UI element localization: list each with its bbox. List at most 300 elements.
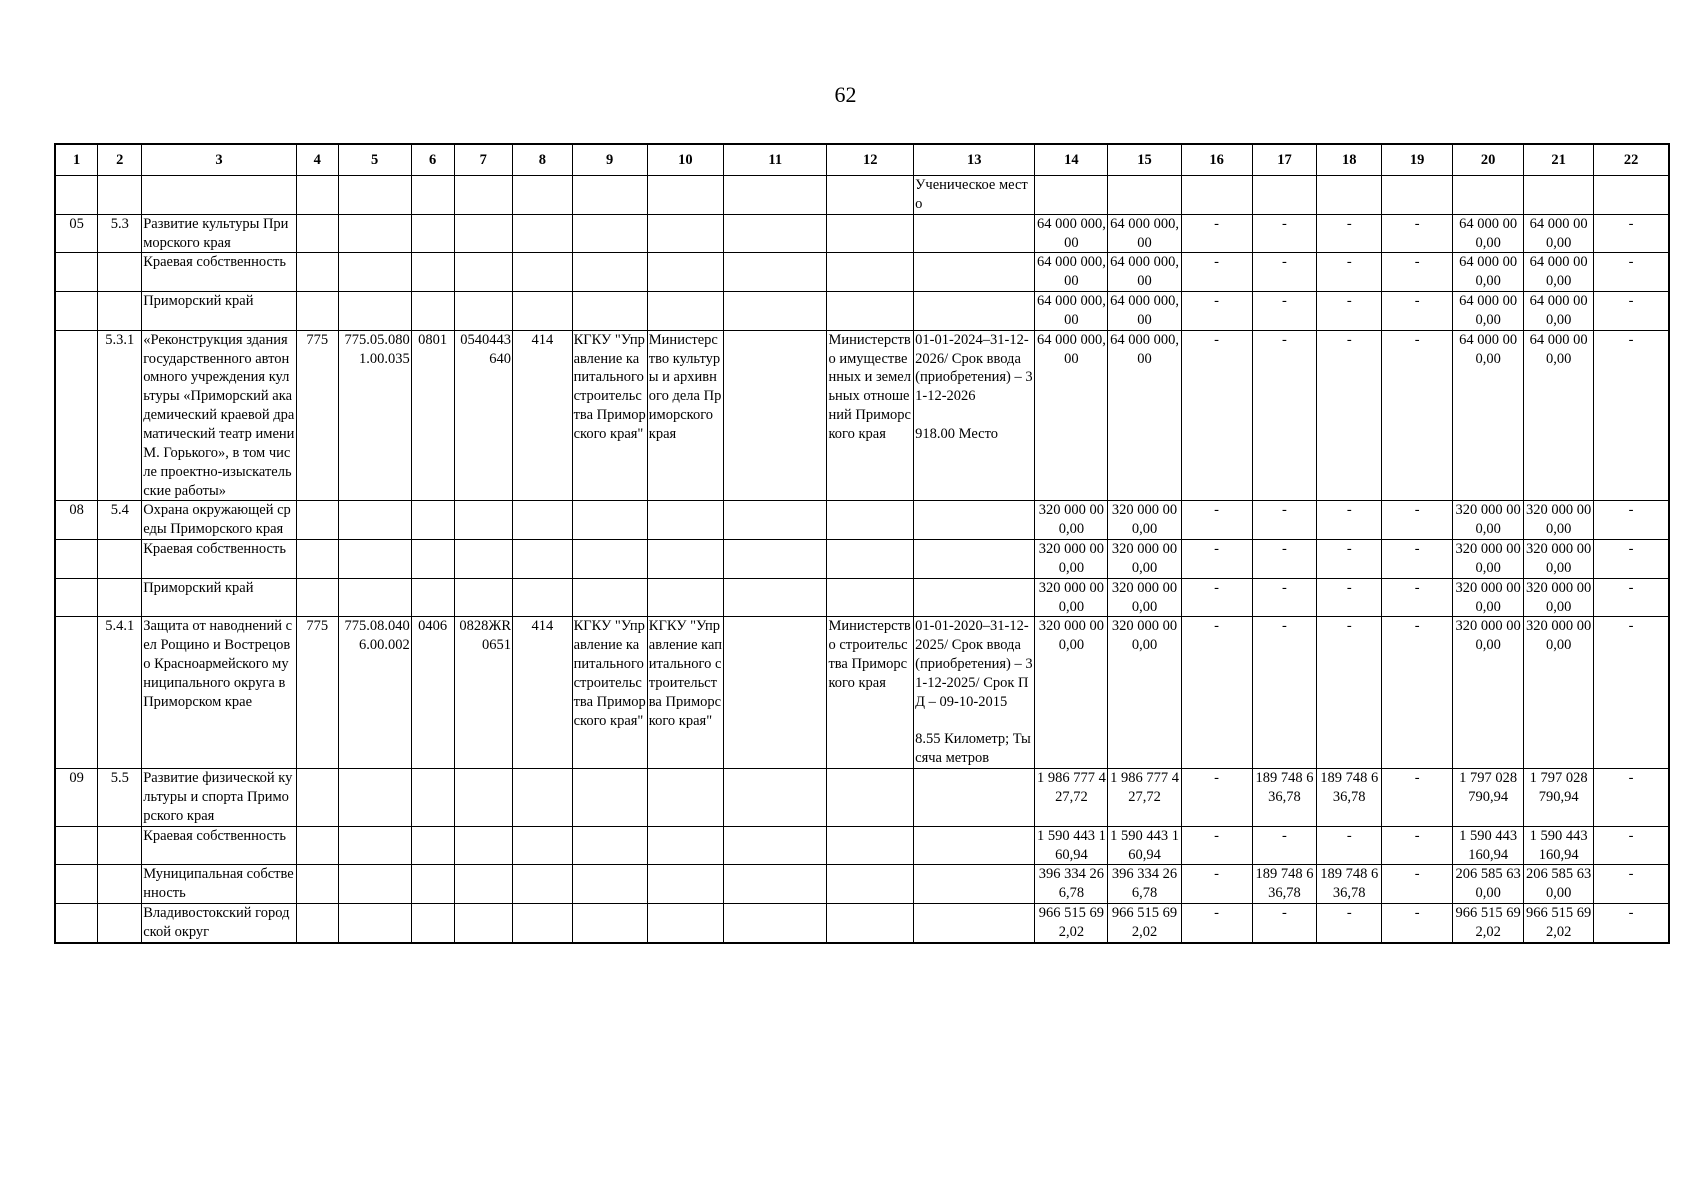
table-cell bbox=[454, 540, 513, 579]
table-cell bbox=[724, 826, 827, 865]
table-cell: 64 000 000,00 bbox=[1453, 253, 1524, 292]
table-cell bbox=[914, 501, 1035, 540]
table-cell: 5.3 bbox=[98, 214, 142, 253]
table-cell bbox=[1252, 176, 1317, 215]
table-cell: 64 000 000,00 bbox=[1035, 214, 1108, 253]
table-cell bbox=[1382, 176, 1453, 215]
column-header: 16 bbox=[1181, 144, 1252, 176]
column-header: 19 bbox=[1382, 144, 1453, 176]
table-cell bbox=[296, 176, 338, 215]
table-row bbox=[55, 826, 1669, 865]
table-cell bbox=[454, 214, 513, 253]
table-cell bbox=[724, 214, 827, 253]
table-cell bbox=[647, 501, 723, 540]
table-cell bbox=[647, 292, 723, 331]
table-cell: Приморский край bbox=[142, 292, 297, 331]
table-cell: Краевая собственность bbox=[142, 540, 297, 579]
table-cell: - bbox=[1594, 578, 1669, 617]
table-cell bbox=[724, 617, 827, 769]
table-cell: 1 590 443 160,94 bbox=[1108, 826, 1181, 865]
table-cell bbox=[827, 769, 914, 827]
table-cell bbox=[55, 540, 98, 579]
table-row bbox=[55, 330, 1669, 501]
table-cell: - bbox=[1317, 578, 1382, 617]
table-cell: 966 515 692,02 bbox=[1108, 904, 1181, 943]
table-cell: - bbox=[1181, 826, 1252, 865]
column-header: 3 bbox=[142, 144, 297, 176]
table-cell: 189 748 636,78 bbox=[1317, 865, 1382, 904]
column-header: 4 bbox=[296, 144, 338, 176]
table-cell bbox=[338, 826, 411, 865]
table-cell bbox=[296, 904, 338, 943]
table-row bbox=[55, 578, 1669, 617]
table-cell bbox=[98, 578, 142, 617]
header-row bbox=[55, 144, 1669, 176]
table-cell bbox=[914, 865, 1035, 904]
table-cell bbox=[411, 214, 454, 253]
table-cell bbox=[411, 292, 454, 331]
table-cell: 396 334 266,78 bbox=[1035, 865, 1108, 904]
table-cell bbox=[572, 826, 647, 865]
table-cell bbox=[55, 292, 98, 331]
table-cell bbox=[647, 578, 723, 617]
table-cell: - bbox=[1181, 253, 1252, 292]
table-cell: - bbox=[1181, 865, 1252, 904]
table-cell: Развитие культуры Приморского края bbox=[142, 214, 297, 253]
budget-table bbox=[54, 143, 1670, 944]
table-cell: 64 000 000,00 bbox=[1524, 292, 1594, 331]
table-cell bbox=[513, 176, 573, 215]
table-cell bbox=[454, 769, 513, 827]
column-header: 5 bbox=[338, 144, 411, 176]
table-cell: 414 bbox=[513, 330, 573, 501]
table-cell: 320 000 000,00 bbox=[1035, 501, 1108, 540]
table-cell bbox=[827, 578, 914, 617]
table-row bbox=[55, 501, 1669, 540]
table-cell: Владивостокский городской округ bbox=[142, 904, 297, 943]
table-cell bbox=[724, 501, 827, 540]
table-cell bbox=[827, 826, 914, 865]
table-cell: - bbox=[1317, 826, 1382, 865]
table-cell bbox=[98, 904, 142, 943]
table-cell: 320 000 000,00 bbox=[1524, 540, 1594, 579]
table-cell bbox=[572, 540, 647, 579]
column-header: 14 bbox=[1035, 144, 1108, 176]
table-cell bbox=[647, 253, 723, 292]
table-cell: 966 515 692,02 bbox=[1453, 904, 1524, 943]
column-header: 9 bbox=[572, 144, 647, 176]
table-cell bbox=[411, 501, 454, 540]
table-cell bbox=[724, 540, 827, 579]
table-cell bbox=[55, 865, 98, 904]
table-cell bbox=[296, 540, 338, 579]
table-cell: - bbox=[1594, 214, 1669, 253]
column-header: 10 bbox=[647, 144, 723, 176]
table-cell: - bbox=[1594, 292, 1669, 331]
table-cell bbox=[1108, 176, 1181, 215]
table-cell bbox=[914, 769, 1035, 827]
table-cell: 64 000 000,00 bbox=[1108, 214, 1181, 253]
table-cell: - bbox=[1252, 540, 1317, 579]
table-cell: - bbox=[1181, 292, 1252, 331]
column-header: 12 bbox=[827, 144, 914, 176]
table-cell bbox=[338, 769, 411, 827]
table-cell: 64 000 000,00 bbox=[1108, 292, 1181, 331]
table-cell bbox=[338, 540, 411, 579]
page-number: 62 bbox=[834, 82, 857, 107]
table-cell: «Реконструкция здания государственного автономного учреждения культуры «Приморский академический краевой драматический театр имени М. Горького», в том числе проектно-изыскательские работы» bbox=[142, 330, 297, 501]
table-cell: - bbox=[1317, 904, 1382, 943]
table-cell bbox=[724, 253, 827, 292]
table-cell bbox=[411, 865, 454, 904]
table-cell: - bbox=[1594, 904, 1669, 943]
table-cell bbox=[1317, 176, 1382, 215]
table-cell bbox=[296, 292, 338, 331]
table-cell bbox=[55, 826, 98, 865]
table-cell bbox=[338, 176, 411, 215]
table-cell: 0801 bbox=[411, 330, 454, 501]
table-row bbox=[55, 540, 1669, 579]
table-row bbox=[55, 617, 1669, 769]
column-header: 11 bbox=[724, 144, 827, 176]
table-cell: Охрана окружающей среды Приморского края bbox=[142, 501, 297, 540]
table-cell: - bbox=[1317, 214, 1382, 253]
table-cell: 189 748 636,78 bbox=[1252, 769, 1317, 827]
table-cell bbox=[914, 253, 1035, 292]
table-cell: Министерство строительства Приморского края bbox=[827, 617, 914, 769]
table-cell: 320 000 000,00 bbox=[1524, 578, 1594, 617]
table-cell bbox=[827, 865, 914, 904]
table-cell bbox=[647, 865, 723, 904]
table-cell bbox=[827, 501, 914, 540]
table-cell bbox=[572, 214, 647, 253]
table-cell: Защита от наводнений сел Рощино и Вострецово Красноармейского муниципального округа в Приморском крае bbox=[142, 617, 297, 769]
table-cell bbox=[513, 904, 573, 943]
table-cell: 320 000 000,00 bbox=[1108, 578, 1181, 617]
column-header: 18 bbox=[1317, 144, 1382, 176]
column-header: 17 bbox=[1252, 144, 1317, 176]
table-cell: - bbox=[1594, 540, 1669, 579]
table-cell: - bbox=[1317, 253, 1382, 292]
table-cell bbox=[724, 330, 827, 501]
column-header: 7 bbox=[454, 144, 513, 176]
table-cell bbox=[98, 253, 142, 292]
table-cell: - bbox=[1317, 540, 1382, 579]
table-cell: - bbox=[1252, 501, 1317, 540]
table-cell bbox=[55, 904, 98, 943]
table-cell: - bbox=[1252, 617, 1317, 769]
table-cell bbox=[454, 826, 513, 865]
table-cell: - bbox=[1181, 330, 1252, 501]
table-cell: 5.3.1 bbox=[98, 330, 142, 501]
table-cell bbox=[338, 292, 411, 331]
table-cell bbox=[513, 292, 573, 331]
table-cell bbox=[513, 214, 573, 253]
table-cell: 320 000 000,00 bbox=[1108, 540, 1181, 579]
table-cell bbox=[572, 769, 647, 827]
table-cell bbox=[724, 904, 827, 943]
table-cell bbox=[296, 214, 338, 253]
table-cell bbox=[1181, 176, 1252, 215]
table-cell bbox=[338, 578, 411, 617]
table-row bbox=[55, 904, 1669, 943]
table-cell bbox=[338, 253, 411, 292]
table-cell bbox=[513, 578, 573, 617]
table-cell: 64 000 000,00 bbox=[1524, 214, 1594, 253]
table-cell: 01-01-2020–31-12-2025/ Срок ввода (приобретения) – 31-12-2025/ Срок ПД – 09-10-2015 8.55 Километр; Тысяча метров bbox=[914, 617, 1035, 769]
table-cell: - bbox=[1382, 292, 1453, 331]
table-cell: - bbox=[1181, 617, 1252, 769]
table-cell: КГКУ "Управление капитального строительства Приморского края" bbox=[647, 617, 723, 769]
table-cell bbox=[572, 865, 647, 904]
table-cell bbox=[572, 176, 647, 215]
table-cell bbox=[411, 904, 454, 943]
table-cell: 1 797 028 790,94 bbox=[1524, 769, 1594, 827]
table-cell: 64 000 000,00 bbox=[1108, 253, 1181, 292]
table-row bbox=[55, 865, 1669, 904]
table-cell: Краевая собственность bbox=[142, 826, 297, 865]
table-cell: - bbox=[1594, 826, 1669, 865]
table-cell: - bbox=[1382, 578, 1453, 617]
table-cell: Министерство имущественных и земельных отношений Приморского края bbox=[827, 330, 914, 501]
table-cell bbox=[724, 292, 827, 331]
table-cell bbox=[142, 176, 297, 215]
table-cell: - bbox=[1594, 769, 1669, 827]
table-cell: - bbox=[1252, 214, 1317, 253]
table-cell: 5.4.1 bbox=[98, 617, 142, 769]
table-cell bbox=[827, 292, 914, 331]
table-cell bbox=[724, 176, 827, 215]
table-cell: - bbox=[1252, 292, 1317, 331]
table-cell bbox=[572, 292, 647, 331]
table-cell bbox=[454, 253, 513, 292]
table-cell: 1 590 443 160,94 bbox=[1524, 826, 1594, 865]
table-cell bbox=[296, 826, 338, 865]
table-cell bbox=[55, 578, 98, 617]
table-cell: 414 bbox=[513, 617, 573, 769]
column-header: 21 bbox=[1524, 144, 1594, 176]
table-cell: КГКУ "Управление капитального строительства Приморского края" bbox=[572, 617, 647, 769]
table-cell: 320 000 000,00 bbox=[1108, 501, 1181, 540]
table-cell bbox=[572, 578, 647, 617]
table-cell bbox=[513, 540, 573, 579]
table-cell: 01-01-2024–31-12-2026/ Срок ввода (приобретения) – 31-12-2026 918.00 Место bbox=[914, 330, 1035, 501]
table-cell: - bbox=[1382, 617, 1453, 769]
table-cell: 09 bbox=[55, 769, 98, 827]
table-cell: 64 000 000,00 bbox=[1035, 330, 1108, 501]
table-cell: 5.5 bbox=[98, 769, 142, 827]
table-cell bbox=[827, 904, 914, 943]
table-cell: 08 bbox=[55, 501, 98, 540]
table-cell: - bbox=[1594, 617, 1669, 769]
table-cell bbox=[98, 826, 142, 865]
table-cell bbox=[513, 253, 573, 292]
table-cell bbox=[55, 330, 98, 501]
table-cell: 64 000 000,00 bbox=[1035, 253, 1108, 292]
table-cell bbox=[454, 292, 513, 331]
table-cell: 1 797 028 790,94 bbox=[1453, 769, 1524, 827]
table-cell bbox=[454, 578, 513, 617]
table-cell: - bbox=[1594, 865, 1669, 904]
table-cell bbox=[513, 826, 573, 865]
table-cell: Развитие физической культуры и спорта Приморского края bbox=[142, 769, 297, 827]
table-cell: Краевая собственность bbox=[142, 253, 297, 292]
table-cell: - bbox=[1181, 214, 1252, 253]
table-cell bbox=[914, 904, 1035, 943]
table-cell: - bbox=[1252, 330, 1317, 501]
table-cell: 0828ЖR0651 bbox=[454, 617, 513, 769]
table-cell: 320 000 000,00 bbox=[1453, 540, 1524, 579]
table-cell bbox=[1035, 176, 1108, 215]
table-cell: 966 515 692,02 bbox=[1524, 904, 1594, 943]
table-cell: 64 000 000,00 bbox=[1453, 214, 1524, 253]
table-cell: Муниципальная собственность bbox=[142, 865, 297, 904]
table-cell: - bbox=[1382, 330, 1453, 501]
table-cell bbox=[647, 176, 723, 215]
table-cell: - bbox=[1382, 214, 1453, 253]
table-cell bbox=[827, 176, 914, 215]
table-cell bbox=[914, 826, 1035, 865]
table-cell: 320 000 000,00 bbox=[1035, 540, 1108, 579]
table-cell bbox=[827, 214, 914, 253]
table-cell bbox=[1524, 176, 1594, 215]
table-cell bbox=[296, 769, 338, 827]
table-cell: 206 585 630,00 bbox=[1524, 865, 1594, 904]
table-cell: 320 000 000,00 bbox=[1453, 617, 1524, 769]
table-cell bbox=[98, 176, 142, 215]
table-cell: 64 000 000,00 bbox=[1035, 292, 1108, 331]
table-cell bbox=[647, 904, 723, 943]
table-cell bbox=[827, 540, 914, 579]
table-cell: Ученическое место bbox=[914, 176, 1035, 215]
table-cell bbox=[296, 865, 338, 904]
table-cell: 64 000 000,00 bbox=[1453, 292, 1524, 331]
table-cell bbox=[296, 501, 338, 540]
table-cell: - bbox=[1382, 769, 1453, 827]
table-cell bbox=[411, 826, 454, 865]
table-cell bbox=[411, 578, 454, 617]
table-cell bbox=[411, 176, 454, 215]
table-cell: 775.08.0406.00.002 bbox=[338, 617, 411, 769]
table-body bbox=[55, 176, 1669, 943]
table-cell: 396 334 266,78 bbox=[1108, 865, 1181, 904]
table-cell: - bbox=[1382, 865, 1453, 904]
table-cell: 64 000 000,00 bbox=[1524, 330, 1594, 501]
table-cell: - bbox=[1252, 578, 1317, 617]
table-cell bbox=[338, 865, 411, 904]
table-cell bbox=[454, 865, 513, 904]
table-cell: Приморский край bbox=[142, 578, 297, 617]
table-cell bbox=[98, 540, 142, 579]
table-cell bbox=[98, 865, 142, 904]
table-cell: 320 000 000,00 bbox=[1453, 578, 1524, 617]
table-cell bbox=[647, 540, 723, 579]
table-cell: 966 515 692,02 bbox=[1035, 904, 1108, 943]
table-row bbox=[55, 769, 1669, 827]
table-cell bbox=[724, 578, 827, 617]
table-cell bbox=[827, 253, 914, 292]
table-cell bbox=[1453, 176, 1524, 215]
table-cell: 320 000 000,00 bbox=[1524, 501, 1594, 540]
table-cell: - bbox=[1594, 501, 1669, 540]
table-cell bbox=[454, 904, 513, 943]
table-cell bbox=[338, 501, 411, 540]
table-cell: 206 585 630,00 bbox=[1453, 865, 1524, 904]
table-cell: КГКУ "Управление капитального строительства Приморского края" bbox=[572, 330, 647, 501]
table-cell: - bbox=[1317, 501, 1382, 540]
column-header: 20 bbox=[1453, 144, 1524, 176]
table-row bbox=[55, 253, 1669, 292]
table-cell: 189 748 636,78 bbox=[1317, 769, 1382, 827]
table-cell: 1 986 777 427,72 bbox=[1035, 769, 1108, 827]
table-cell: - bbox=[1252, 904, 1317, 943]
table-cell: - bbox=[1252, 826, 1317, 865]
table-row bbox=[55, 292, 1669, 331]
table-cell bbox=[55, 617, 98, 769]
table-cell bbox=[914, 540, 1035, 579]
table-cell bbox=[647, 214, 723, 253]
table-cell bbox=[914, 214, 1035, 253]
table-cell: 320 000 000,00 bbox=[1453, 501, 1524, 540]
table-cell bbox=[296, 578, 338, 617]
table-cell bbox=[454, 176, 513, 215]
column-header: 13 bbox=[914, 144, 1035, 176]
table-cell: 775.05.0801.00.035 bbox=[338, 330, 411, 501]
table-cell bbox=[914, 292, 1035, 331]
table-cell: - bbox=[1252, 253, 1317, 292]
table-cell: - bbox=[1594, 253, 1669, 292]
table-cell: - bbox=[1382, 826, 1453, 865]
table-cell: - bbox=[1594, 330, 1669, 501]
table-cell: Министерство культуры и архивного дела Приморского края bbox=[647, 330, 723, 501]
table-cell: 1 986 777 427,72 bbox=[1108, 769, 1181, 827]
table-cell bbox=[572, 253, 647, 292]
table-cell bbox=[513, 865, 573, 904]
table-cell: 320 000 000,00 bbox=[1524, 617, 1594, 769]
table-cell bbox=[647, 826, 723, 865]
table-cell: 1 590 443 160,94 bbox=[1035, 826, 1108, 865]
table-cell: - bbox=[1382, 540, 1453, 579]
table-cell: 1 590 443 160,94 bbox=[1453, 826, 1524, 865]
table-cell bbox=[724, 769, 827, 827]
table-cell: 775 bbox=[296, 330, 338, 501]
table-cell: 64 000 000,00 bbox=[1108, 330, 1181, 501]
table-cell bbox=[1594, 176, 1669, 215]
table-cell bbox=[338, 904, 411, 943]
table-cell: 320 000 000,00 bbox=[1035, 578, 1108, 617]
table-cell: 320 000 000,00 bbox=[1035, 617, 1108, 769]
table-cell bbox=[55, 176, 98, 215]
table-cell: - bbox=[1181, 540, 1252, 579]
column-header: 2 bbox=[98, 144, 142, 176]
table-row bbox=[55, 214, 1669, 253]
table-cell: - bbox=[1382, 501, 1453, 540]
column-header: 6 bbox=[411, 144, 454, 176]
table-cell bbox=[411, 540, 454, 579]
table-cell bbox=[411, 769, 454, 827]
table-cell bbox=[411, 253, 454, 292]
table-cell: 320 000 000,00 bbox=[1108, 617, 1181, 769]
column-header: 15 bbox=[1108, 144, 1181, 176]
table-cell: - bbox=[1181, 501, 1252, 540]
table-cell: 189 748 636,78 bbox=[1252, 865, 1317, 904]
table-cell: 64 000 000,00 bbox=[1453, 330, 1524, 501]
table-cell bbox=[338, 214, 411, 253]
table-cell bbox=[296, 253, 338, 292]
table-cell: - bbox=[1181, 769, 1252, 827]
table-cell: - bbox=[1317, 292, 1382, 331]
table-cell bbox=[572, 904, 647, 943]
